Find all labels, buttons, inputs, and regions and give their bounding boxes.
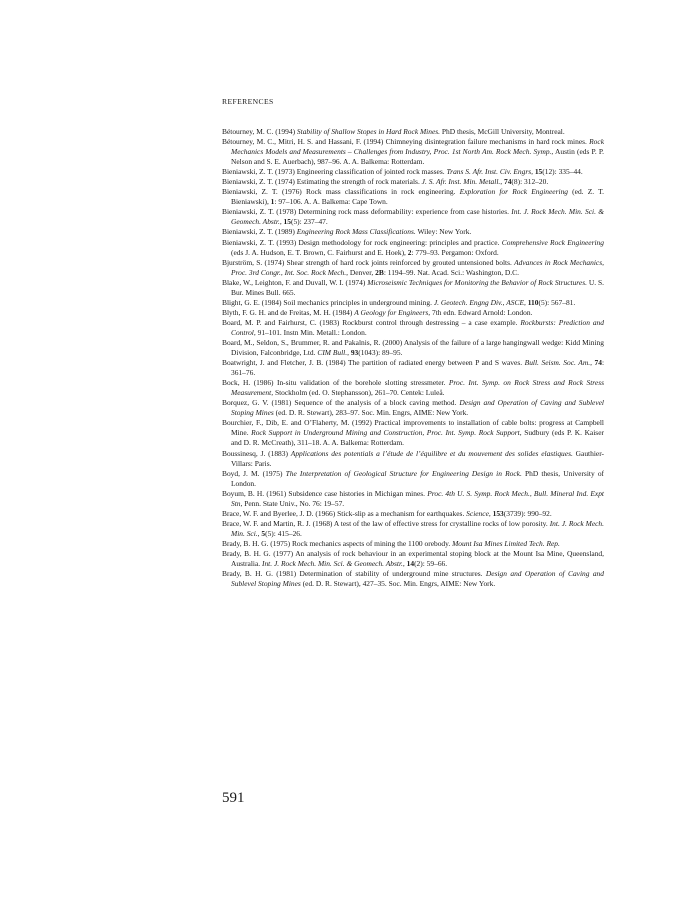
reference-title-italic: CIM Bull. [317,348,348,358]
reference-text: PhD thesis, University of London. [231,468,605,488]
reference-title-italic: Advances in Rock Mechanics, Proc. 3rd Congr., Int. Soc. Rock Mech. [231,257,604,277]
reference-entry [222,539,604,549]
reference-text: : 97–106. A. A. Balkema: Cape Town. [274,197,388,207]
reference-text: (5): 567–81. [538,297,576,307]
reference-title-italic: Design and Operation of Caving and Sublevel Stoping Mines [231,569,604,589]
reference-text: : 779–93. Pergamon: Oxford. [411,247,499,257]
reference-entry [222,469,604,489]
reference-title-italic: Comprehensive Rock Engineering [501,237,604,247]
reference-volume: 15 [283,217,291,227]
reference-text: Brady, B. H. G. (1975) Rock mechanics aspects of mining the 1100 orebody. [222,538,453,548]
reference-text: (ed. D. R. Stewart), 427–35. Soc. Min. Engrs, AIME: New York. [300,579,496,589]
reference-title-italic: Microseismic Techniques for Monitoring the Behavior of Rock Structures. [367,277,587,287]
reference-entry [222,238,604,258]
reference-entry [222,278,604,298]
reference-title-italic: A Geology for Engineers [354,307,429,317]
reference-text: , [257,528,262,538]
reference-text: Bieniawski, Z. T. (1973) Engineering classification of jointed rock masses. [222,167,447,177]
reference-volume: 110 [527,297,539,307]
reference-text: Blyth, F. G. H. and de Freitas, M. H. (1984) [222,307,355,317]
reference-entry [222,449,604,469]
reference-entry [222,509,604,519]
reference-text: , [500,177,504,187]
reference-entry [222,177,604,187]
reference-text: Brace, W. F. and Byerlee, J. D. (1966) Stick-slip as a mechanism for earthquakes. [222,508,467,518]
reference-text: Bieniawski, Z. T. (1989) [222,227,297,237]
reference-entry [222,549,604,569]
reference-text: , Stockholm (ed. O. Stephansson), 261–70. Centek: Luleå. [271,388,445,398]
reference-title-italic: Stability of Shallow Stopes in Hard Rock Mines. [296,127,441,136]
reference-entry [222,137,604,167]
reference-volume: 153 [492,508,504,518]
reference-title-italic: Exploration for Rock Engineering [459,187,569,197]
reference-volume: 93 [350,348,359,358]
reference-text: , Penn. State Univ., No. 76: 19–57. [240,498,345,508]
reference-text: Blight, G. E. (1984) Soil mechanics principles in underground mining. [222,297,434,307]
reference-text: , Sudbury (eds P. K. Kaiser and D. R. McCreath), 311–18. A. A. Balkema: Rotterdam. [231,428,604,448]
reference-text: Bock, H. (1986) In-situ validation of the borehole slotting stressmeter. [222,378,449,388]
reference-title-italic: Design and Operation of Caving and Sublevel Stoping Mines [231,398,604,418]
reference-text: : 361–76. [231,358,605,378]
reference-text: (3739): 990–92. [503,508,552,518]
reference-entry [222,398,604,418]
reference-text: Bieniawski, Z. T. (1976) Rock mass classifications in rock engineering. [222,187,460,197]
reference-volume: 2B [375,267,384,277]
reference-volume: 5 [261,528,266,538]
reference-text: Boatwright, J. and Fletcher, J. B. (1984) The partition of radiated energy between P and S waves. [222,358,525,368]
reference-text: , [347,348,351,358]
reference-text: : 1194–99. Nat. Acad. Sci.: Washington, D.C. [383,267,519,277]
reference-entry [222,187,604,207]
reference-text: PhD thesis, McGill University, Montreal. [440,127,565,136]
reference-volume: 2 [407,247,412,257]
reference-text: , Denver, [346,267,376,277]
reference-entry [222,519,604,539]
reference-title-italic: Applications des potentials a l’étude de l’équilibre et du mouvement des solides elastiques. [290,448,573,458]
reference-text: (12): 335–44. [542,167,583,177]
reference-text: , 91–101. Instn Min. Metall.: London. [253,327,367,337]
reference-title-italic: Engineering Rock Mass Classifications. [296,227,416,237]
reference-text: , Austin (eds P. P. Nelson and S. E. Auerbach), 987–96. A. A. Balkema: Rotterdam. [231,147,604,167]
reference-text: Bétourney, M. C. (1994) [222,127,297,136]
reference-volume: 14 [406,559,415,569]
reference-title-italic: Bull. Seism. Soc. Am. [524,358,591,368]
reference-text: (ed. Z. T. Bieniawski), [231,187,604,207]
reference-text: , [279,217,284,227]
reference-text: Bieniawski, Z. T. (1974) Estimating the strength of rock materials. [222,177,422,187]
reference-title-italic: J. Geotech. Engng Div., ASCE, [433,297,526,307]
reference-text: , [590,358,595,368]
reference-volume: 74 [594,358,602,368]
reference-entry [222,258,604,278]
reference-text: , [402,559,407,569]
reference-title-italic: Trans S. Afr. Inst. Civ. Engrs, [446,167,533,177]
page-number: 591 [222,790,245,806]
reference-entry [222,489,604,509]
reference-title-italic: The Interpretation of Geological Structure for Engineering Design in Rock. [285,468,522,478]
reference-text: Brady, B. H. G. (1977) An analysis of rock behaviour in an experimental stoping block at the Mount Isa Mine, Queensland, Australia. [222,548,604,569]
reference-volume: 74 [503,177,512,187]
reference-title-italic: Rock Mechanics Models and Measurements – Challenges from Industry, Proc. 1st North Am. Rock Mech. Symp. [231,137,604,157]
reference-text: Bétourney, M. C., Mitri, H. S. and Hassani, F. (1994) Chimneying disintegration failure mechanisms in hard rock mines. [222,137,590,147]
reference-entry [222,167,604,177]
reference-volume: 1 [270,197,275,207]
reference-volume: 15 [534,167,543,177]
reference-text: Boyd, J. M. (1975) [222,468,286,478]
reference-entry [222,569,604,589]
reference-title-italic: Int. J. Rock Mech. Min. Sci. & Geomech. Abstr. [261,559,403,569]
reference-entry [222,338,604,358]
reference-text: , [488,508,493,518]
reference-title-italic: Rockbursts: Prediction and Control [231,317,604,337]
reference-text: Bourchier, F., Dib, E. and O’Flaherty, M. (1992) Practical improvements to installation of cable bolts: progress at Campbell Mine. [222,418,604,438]
reference-text: Board, M., Seldon, S., Brummer, R. and Pakalnis, R. (2000) Analysis of the failure of a large hangingwall wedge: Kidd Mining Division, Falconbridge, Ltd. [222,337,604,358]
reference-text: Borquez, G. V. (1981) Sequence of the analysis of a block caving method. [222,398,460,408]
reference-text: Boussinesq, J. (1883) [222,448,291,458]
reference-entry [222,378,604,398]
reference-text: (1043): 89–95. [358,348,403,358]
reference-text: Bieniawski, Z. T. (1978) Determining rock mass deformability: experience from case histories. [222,207,512,217]
reference-text: Wiley: New York. [415,227,472,237]
reference-text: Bjurström, S. (1974) Shear strength of hard rock joints reinforced by grouted untensioned bolts. [222,257,515,267]
reference-text: (5): 237–47. [290,217,328,227]
reference-entry [222,358,604,378]
reference-entry [222,127,604,137]
reference-title-italic: Int. J. Rock Mech. Min. Sci. [231,518,604,538]
reference-entry [222,227,604,237]
reference-text: Brace, W. F. and Martin, R. J. (1968) A test of the law of effective stress for crystalline rocks of low porosity. [222,518,550,528]
reference-title-italic: Mount Isa Mines Limited Tech. Rep. [452,538,560,548]
reference-text: Board, M. P. and Fairhurst, C. (1983) Rockburst control through destressing – a case example. [222,317,521,327]
reference-title-italic: Proc. Int. Symp. on Rock Stress and Rock Stress Measurement [231,378,604,398]
reference-entry [222,207,604,227]
reference-title-italic: Proc. 4th U. S. Symp. Rock Mech., Bull. Mineral Ind. Expt Stn [231,488,605,508]
reference-text: (ed. D. R. Stewart), 283–97. Soc. Min. Engrs, AIME: New York. [273,408,469,418]
reference-text: (eds J. A. Hudson, E. T. Brown, C. Fairhurst and E. Hoek), [231,247,408,257]
reference-text: U. S. Bur. Mines Bull. 665. [231,277,604,297]
reference-title-italic: Int. J. Rock Mech. Min. Sci. & Geomech. Abstr. [231,207,604,227]
reference-title-italic: Science [466,508,489,518]
reference-text: (2): 59–66. [414,559,448,569]
section-heading: REFERENCES [222,97,274,106]
reference-text: , 7th edn. Edward Arnold: London. [428,307,533,317]
reference-text: (8): 312–20. [511,177,549,187]
reference-entry [222,308,604,318]
reference-title-italic: J. S. Afr. Inst. Min. Metall. [421,177,501,187]
reference-entry [222,418,604,448]
reference-list [222,127,604,589]
reference-text: Boyum, B. H. (1961) Subsidence case histories in Michigan mines. [222,488,428,498]
reference-title-italic: Rock Support in Underground Mining and Construction, Proc. Int. Symp. Rock Support [251,428,520,438]
reference-text: Bieniawski, Z. T. (1993) Design methodology for rock engineering: principles and practice. [222,237,502,247]
reference-text: (5): 415–26. [265,528,302,538]
reference-entry [222,318,604,338]
reference-text: Gauthier-Villars: Paris. [231,448,604,468]
reference-text: Brady, B. H. G. (1981) Determination of stability of underground mine structures. [222,569,486,579]
reference-text: Blake, W., Leighton, F. and Duvall, W. I. (1974) [222,277,368,287]
reference-entry [222,298,604,308]
